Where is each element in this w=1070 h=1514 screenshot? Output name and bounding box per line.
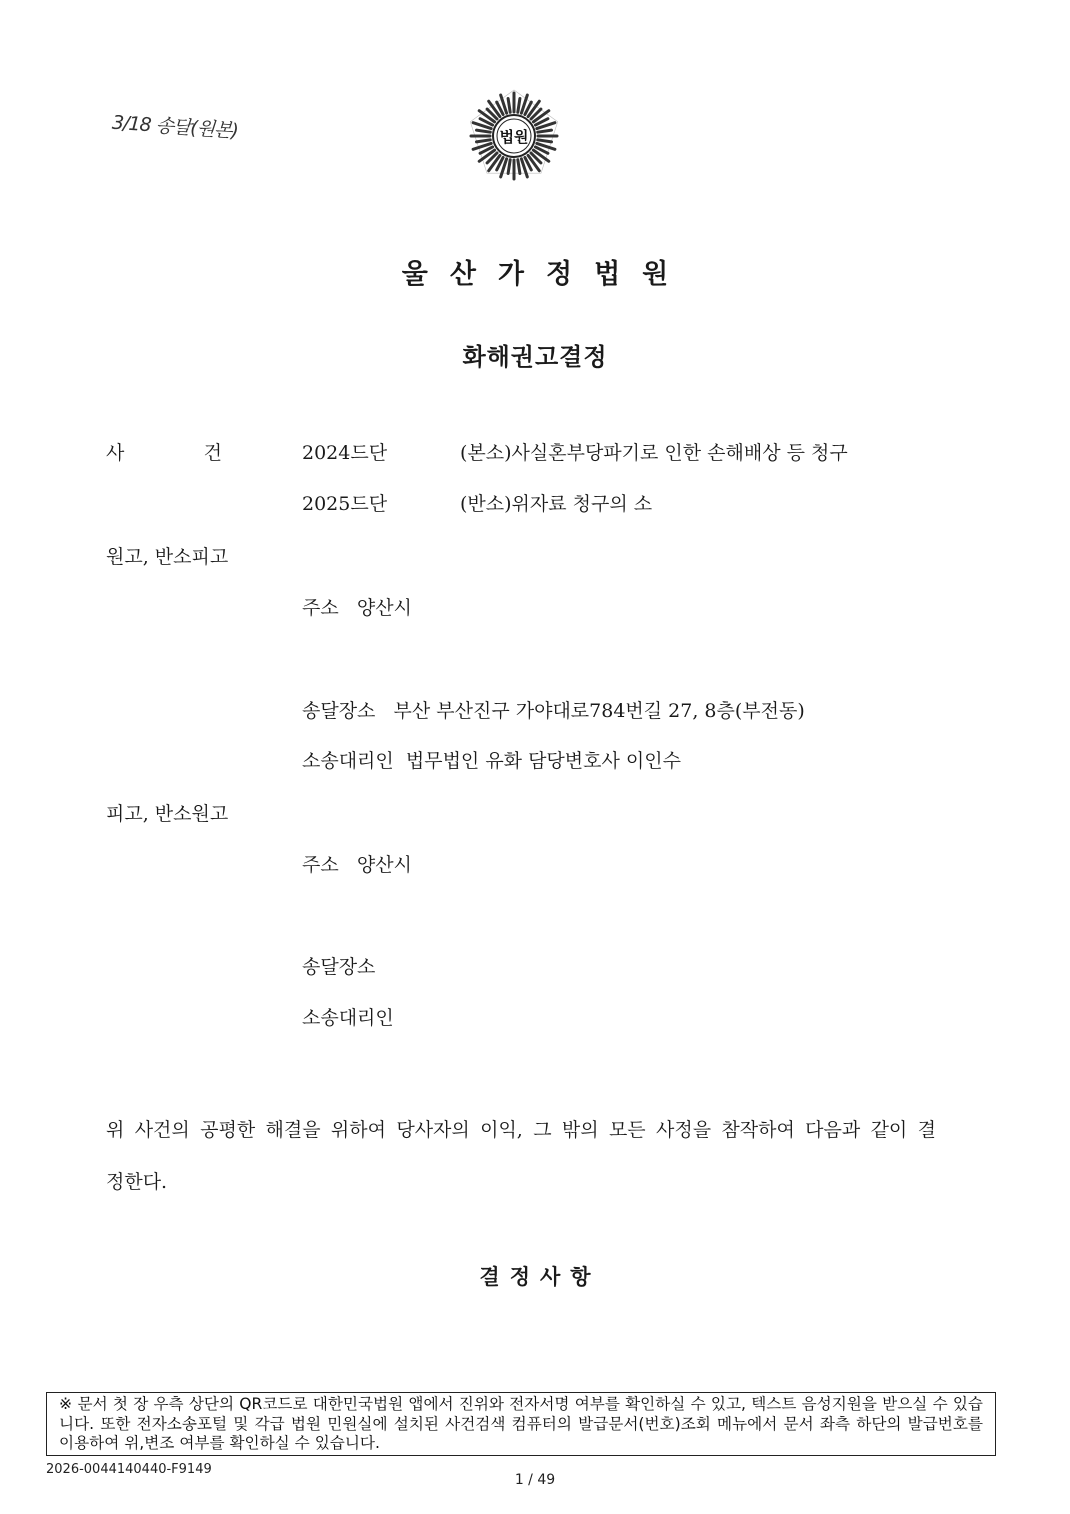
case-label (106, 438, 222, 465)
emblem-petal (508, 99, 510, 113)
case-description: (반소)위자료 청구의 소 (460, 493, 653, 515)
case-description: (본소)사실혼부당파기로 인한 손해배상 등 청구 (460, 442, 848, 464)
emblem-petal (477, 130, 491, 132)
handwritten-note: 3/18 송달(원본) (111, 111, 239, 143)
verification-notice: ※ 문서 첫 장 우측 상단의 QR코드로 대한민국법원 앱에서 진위와 전자서명 여부를 확인하실 수 있고, 텍스트 음성지원을 받으실 수 있습니다. 또한 전자소송포털 및 각급 법원 민원실에 설치된 사건검색 컴퓨터의 발급문서(번호)조회 메뉴에서 문서 좌측 하단의 발급번호를 이용하여 위,변조 여부를 확인하실 수 있습니다. (46, 1392, 996, 1456)
emblem-petal (508, 160, 510, 174)
emblem-petal (518, 99, 520, 113)
delivery-value: 부산 부산진구 가야대로784번길 27, 8층(부전동) (393, 700, 805, 722)
address-label: 주소 (302, 854, 339, 876)
plaintiff-delivery (302, 696, 805, 723)
court-name: 울산가정법원 (401, 259, 691, 290)
case-label-char: 건 (203, 442, 222, 464)
defendant-attorney-label: 소송대리인 (302, 1007, 394, 1029)
defendant-delivery-label: 송달장소 (302, 956, 376, 978)
address-label: 주소 (302, 597, 339, 619)
emblem-label: 법원 (499, 128, 529, 146)
emblem-petal (538, 140, 552, 142)
case-number: 2024드단 (302, 442, 388, 464)
case-number: 2025드단 (302, 493, 388, 515)
court-emblem-icon (466, 88, 562, 184)
section-heading: 결정사항 (479, 1265, 601, 1289)
attorney-label: 소송대리인 (302, 750, 394, 772)
address-value: 양산시 (356, 854, 412, 876)
issue-number: 2026-0044140440-F9149 (46, 1462, 212, 1477)
address-value: 양산시 (356, 597, 412, 619)
plaintiff-role: 원고, 반소피고 (106, 546, 229, 568)
page-number: 1 / 49 (514, 1472, 556, 1488)
emblem-petal (477, 140, 491, 142)
emblem-petal (538, 130, 552, 132)
defendant-address (302, 850, 412, 877)
case-label-char: 사 (106, 442, 125, 464)
emblem-petal (518, 160, 520, 174)
defendant-role: 피고, 반소원고 (106, 803, 229, 825)
plaintiff-attorney (302, 746, 681, 773)
delivery-label: 송달장소 (302, 700, 376, 722)
document-title: 화해권고결정 (462, 343, 608, 371)
attorney-value: 법무법인 유화 담당변호사 이인수 (405, 750, 681, 772)
plaintiff-address (302, 593, 412, 620)
body-paragraph: 위 사건의 공평한 해결을 위하여 당사자의 이익, 그 밖의 모든 사정을 참작하여 다음과 같이 결정한다. (106, 1119, 936, 1193)
